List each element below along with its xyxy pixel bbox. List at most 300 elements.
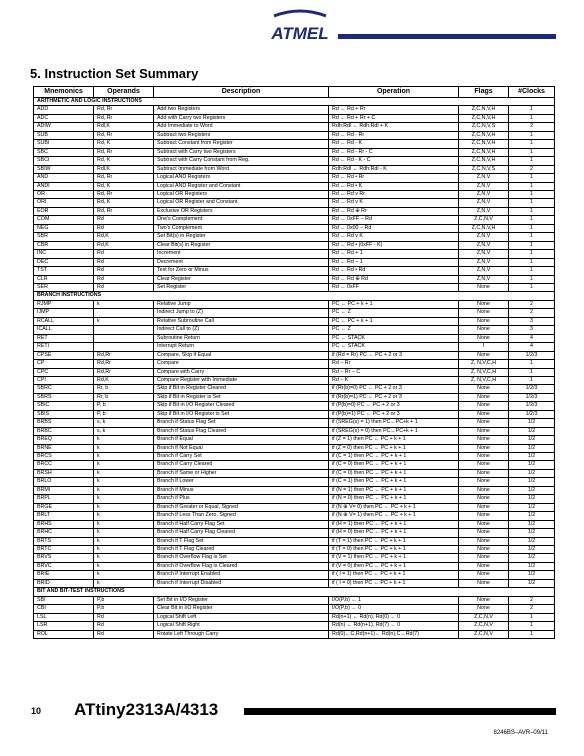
operands-cell: k [94, 571, 154, 579]
operands-cell: Rd [94, 283, 154, 291]
operation-cell: Rd(n+1) ← Rd(n), Rd(0) ← 0 [329, 613, 459, 621]
operands-cell: k [94, 300, 154, 308]
table-row [34, 157, 555, 165]
clocks-cell: 1 [509, 258, 555, 266]
clocks-cell: 1/2 [509, 427, 555, 435]
operands-cell [94, 334, 154, 342]
table-row [34, 444, 555, 452]
table-row [34, 410, 555, 418]
description-cell: Compare Register with Immediate [154, 376, 329, 384]
description-cell: Clear Bit in I/O Register [154, 605, 329, 613]
table-row [34, 182, 555, 190]
mnemonic-cell: SBIS [34, 410, 94, 418]
table-row [34, 326, 555, 334]
flags-cell: Z,C,N,V,H [459, 106, 509, 114]
clocks-cell: 1 [509, 190, 555, 198]
operation-cell: Rd ← Rd • (0xFF - K) [329, 241, 459, 249]
description-cell: Branch if Half Carry Flag Set [154, 520, 329, 528]
operands-cell: Rd, Rr [94, 114, 154, 122]
flags-cell: Z,C,N,V [459, 630, 509, 638]
clocks-cell: 1/2 [509, 436, 555, 444]
clocks-cell: 1/2/3 [509, 351, 555, 359]
operands-cell: Rd [94, 622, 154, 630]
mnemonic-cell: SBIC [34, 402, 94, 410]
flags-cell: Z,C,N,V,H [459, 157, 509, 165]
operation-cell: Rd(0)←C,Rd(n+1)← Rd(n),C←Rd(7) [329, 630, 459, 638]
table-row [34, 503, 555, 511]
mnemonic-cell: BRHS [34, 520, 94, 528]
description-cell: Branch if Plus [154, 495, 329, 503]
operation-cell: PC ← Z [329, 326, 459, 334]
clocks-cell: 1/2 [509, 478, 555, 486]
operands-cell: s, k [94, 427, 154, 435]
operation-cell: PC ← Z [329, 309, 459, 317]
mnemonic-cell: AND [34, 174, 94, 182]
flags-cell: Z,N,V [459, 267, 509, 275]
description-cell: Interrupt Return [154, 343, 329, 351]
flags-cell: None [459, 385, 509, 393]
description-cell: Branch if Overflow Flag is Cleared [154, 562, 329, 570]
operation-cell: if (C = 0) then PC ← PC + k + 1 [329, 469, 459, 477]
flags-cell: None [459, 309, 509, 317]
mnemonic-cell: ORI [34, 199, 94, 207]
operation-cell: PC ← STACK [329, 343, 459, 351]
clocks-cell: 1 [509, 622, 555, 630]
description-cell: Subtract with Carry two Registers [154, 148, 329, 156]
description-cell: Branch if T Flag Cleared [154, 546, 329, 554]
table-row [34, 554, 555, 562]
operands-cell: Rd [94, 267, 154, 275]
operands-cell: Rd [94, 613, 154, 621]
flags-cell: None [459, 579, 509, 587]
operands-cell: k [94, 546, 154, 554]
clocks-cell: 1 [509, 216, 555, 224]
operands-cell: Rd [94, 224, 154, 232]
description-cell: Branch if Status Flag Set [154, 419, 329, 427]
flags-cell: None [459, 520, 509, 528]
mnemonic-cell: SER [34, 283, 94, 291]
mnemonic-cell: ICALL [34, 326, 94, 334]
operands-cell: k [94, 554, 154, 562]
table-row [34, 216, 555, 224]
clocks-cell: 1/2 [509, 579, 555, 587]
flags-cell: None [459, 410, 509, 418]
flags-cell: None [459, 596, 509, 604]
table-row [34, 233, 555, 241]
operation-cell: if (Z = 0) then PC ← PC + k + 1 [329, 444, 459, 452]
operation-cell: Rd ← Rd v K [329, 199, 459, 207]
flags-cell: I [459, 343, 509, 351]
operation-cell: Rd ← Rd - Rr [329, 131, 459, 139]
mnemonic-cell: BRIE [34, 571, 94, 579]
flags-cell: None [459, 486, 509, 494]
description-cell: Add two Registers [154, 106, 329, 114]
mnemonic-cell: EOR [34, 207, 94, 215]
mnemonic-cell: BRHC [34, 529, 94, 537]
clocks-cell: 4 [509, 343, 555, 351]
flags-cell: Z,N,V [459, 207, 509, 215]
clocks-cell: 2 [509, 300, 555, 308]
operands-cell: Rr, b [94, 385, 154, 393]
description-cell: Subtract two Registers [154, 131, 329, 139]
flags-cell: Z,C,N,V,H [459, 114, 509, 122]
table-header-row [34, 87, 555, 98]
description-cell: Branch if Carry Cleared [154, 461, 329, 469]
table-row [34, 529, 555, 537]
table-row [34, 605, 555, 613]
clocks-cell: 2 [509, 165, 555, 173]
flags-cell: Z, N,V,C,H [459, 368, 509, 376]
description-cell: Branch if Lower [154, 478, 329, 486]
description-cell: Branch if Interrupt Disabled [154, 579, 329, 587]
mnemonic-cell: NEG [34, 224, 94, 232]
table-row [34, 174, 555, 182]
operation-cell: if (V = 0) then PC ← PC + k + 1 [329, 562, 459, 570]
clocks-cell: 1/2/3 [509, 385, 555, 393]
operation-cell: if ( I = 0) then PC ← PC + k + 1 [329, 579, 459, 587]
description-cell: Subtract Immediate from Word [154, 165, 329, 173]
operation-cell: if (N ⊕ V= 0) then PC ← PC + k + 1 [329, 503, 459, 511]
clocks-cell: 2 [509, 123, 555, 131]
clocks-cell: 1 [509, 275, 555, 283]
operation-cell: if ( I = 1) then PC ← PC + k + 1 [329, 571, 459, 579]
clocks-cell: 1 [509, 241, 555, 249]
operation-cell: if (N = 1) then PC ← PC + k + 1 [329, 486, 459, 494]
flags-cell: Z,C,N,V,H [459, 140, 509, 148]
operation-cell: Rdh:Rdl ← Rdh:Rdl + K [329, 123, 459, 131]
clocks-cell: 1/2 [509, 495, 555, 503]
mnemonic-cell: BRSH [34, 469, 94, 477]
flags-cell: Z,N,V [459, 199, 509, 207]
flags-cell: Z,N,V [459, 182, 509, 190]
mnemonic-cell: CPI [34, 376, 94, 384]
mnemonic-cell: CPC [34, 368, 94, 376]
clocks-cell: 1/2 [509, 520, 555, 528]
mnemonic-cell: ADD [34, 106, 94, 114]
clocks-cell: 1/2 [509, 469, 555, 477]
header-operation: Operation [329, 87, 459, 98]
header-flags: Flags [459, 87, 509, 98]
description-cell: Decrement [154, 258, 329, 266]
operation-cell: Rd ← Rd - K - C [329, 157, 459, 165]
table-row [34, 596, 555, 604]
operation-cell: Rd ← Rd + Rr + C [329, 114, 459, 122]
operation-cell: Rd ← Rd + Rr [329, 106, 459, 114]
description-cell: Set Bit(s) in Register [154, 233, 329, 241]
clocks-cell: 1/2 [509, 453, 555, 461]
description-cell: Branch if Not Equal [154, 444, 329, 452]
clocks-cell: 1/2/3 [509, 402, 555, 410]
description-cell: Two's Complement [154, 224, 329, 232]
clocks-cell: 1 [509, 368, 555, 376]
page-number: 10 [31, 706, 42, 716]
mnemonic-cell: BRLO [34, 478, 94, 486]
operation-cell: Rd ← Rd • Rr [329, 174, 459, 182]
document-reference: 8246BS–AVR–09/11 [493, 730, 548, 736]
mnemonic-cell: SBI [34, 596, 94, 604]
flags-cell: Z,C,N,V,H [459, 131, 509, 139]
mnemonic-cell: DEC [34, 258, 94, 266]
operands-cell: Rd,K [94, 233, 154, 241]
clocks-cell: 1/2 [509, 503, 555, 511]
description-cell: Set Bit in I/O Register [154, 596, 329, 604]
clocks-cell: 1 [509, 224, 555, 232]
flags-cell: None [459, 436, 509, 444]
mnemonic-cell: BRBC [34, 427, 94, 435]
group-header-row [34, 588, 555, 596]
operands-cell: Rd [94, 216, 154, 224]
clocks-cell: 1/2 [509, 444, 555, 452]
clocks-cell: 3 [509, 326, 555, 334]
operation-cell: if (N ⊕ V= 1) then PC ← PC + k + 1 [329, 512, 459, 520]
description-cell: Skip if Bit in Register Cleared [154, 385, 329, 393]
operands-cell: k [94, 436, 154, 444]
operands-cell: Rd, Rr [94, 190, 154, 198]
description-cell: Compare, Skip if Equal [154, 351, 329, 359]
operands-cell: P,b [94, 596, 154, 604]
description-cell: Skip if Bit in Register is Set [154, 393, 329, 401]
description-cell: Test for Zero or Minus [154, 267, 329, 275]
description-cell: Branch if Carry Set [154, 453, 329, 461]
table-row [34, 343, 555, 351]
header-rule [338, 34, 556, 39]
flags-cell: Z,N,V [459, 174, 509, 182]
clocks-cell: 1/2 [509, 486, 555, 494]
clocks-cell: 1/2 [509, 571, 555, 579]
flags-cell: None [459, 605, 509, 613]
mnemonic-cell: RJMP [34, 300, 94, 308]
operation-cell: Rd ← Rd - K [329, 140, 459, 148]
table-row [34, 630, 555, 638]
flags-cell: Z,C,N,V [459, 216, 509, 224]
description-cell: Compare [154, 360, 329, 368]
flags-cell: Z, N,V,C,H [459, 360, 509, 368]
operands-cell: k [94, 444, 154, 452]
description-cell: Branch if Less Than Zero, Signed [154, 512, 329, 520]
clocks-cell: 1 [509, 207, 555, 215]
flags-cell: None [459, 554, 509, 562]
mnemonic-cell: IJMP [34, 309, 94, 317]
table-row [34, 376, 555, 384]
operands-cell: Rd, Rr [94, 207, 154, 215]
mnemonic-cell: BRVS [34, 554, 94, 562]
clocks-cell: 1/2 [509, 562, 555, 570]
table-row [34, 275, 555, 283]
flags-cell: Z,C,N,V [459, 622, 509, 630]
description-cell: Exclusive OR Registers [154, 207, 329, 215]
table-row [34, 402, 555, 410]
operation-cell: Rd ← Rd + 1 [329, 250, 459, 258]
operation-cell: Rd ← Rd v K [329, 233, 459, 241]
operation-cell: I/O(P,b) ← 1 [329, 596, 459, 604]
operation-cell: if (Rr(b)=0) PC ← PC + 2 or 3 [329, 385, 459, 393]
operands-cell: Rd,Rr [94, 368, 154, 376]
table-row [34, 317, 555, 325]
mnemonic-cell: SBIW [34, 165, 94, 173]
clocks-cell: 1/2/3 [509, 410, 555, 418]
operands-cell: Rd [94, 250, 154, 258]
operands-cell: Rdl,K [94, 165, 154, 173]
header-mnemonics: Mnemonics [34, 87, 94, 98]
flags-cell: None [459, 317, 509, 325]
table-row [34, 267, 555, 275]
group-header-row [34, 98, 555, 106]
description-cell: Set Register [154, 283, 329, 291]
mnemonic-cell: SUB [34, 131, 94, 139]
flags-cell: Z,C,N,V [459, 613, 509, 621]
clocks-cell: 1/2 [509, 461, 555, 469]
description-cell: Branch if Equal [154, 436, 329, 444]
operation-cell: Rd − Rr [329, 360, 459, 368]
operands-cell: k [94, 461, 154, 469]
flags-cell: Z,N,V [459, 241, 509, 249]
flags-cell: None [459, 283, 509, 291]
clocks-cell: 1/2 [509, 554, 555, 562]
table-row [34, 613, 555, 621]
description-cell: Add Immediate to Word [154, 123, 329, 131]
operation-cell: Rd ← 0x00 − Rd [329, 224, 459, 232]
description-cell: Branch if Minus [154, 486, 329, 494]
clocks-cell: 1 [509, 148, 555, 156]
clocks-cell: 1/2 [509, 529, 555, 537]
table-row [34, 512, 555, 520]
table-row [34, 579, 555, 587]
flags-cell: None [459, 419, 509, 427]
operation-cell: Rd − Rr − C [329, 368, 459, 376]
description-cell: Branch if T Flag Set [154, 537, 329, 545]
table-row [34, 309, 555, 317]
flags-cell: None [459, 546, 509, 554]
mnemonic-cell: BRID [34, 579, 94, 587]
clocks-cell: 1 [509, 199, 555, 207]
operands-cell: Rd,Rr [94, 360, 154, 368]
table-row [34, 478, 555, 486]
table-row [34, 495, 555, 503]
mnemonic-cell: CP [34, 360, 94, 368]
flags-cell: None [459, 461, 509, 469]
operation-cell: if (SREG(s) = 0) then PC←PC+k + 1 [329, 427, 459, 435]
group-title: ARITHMETIC AND LOGIC INSTRUCTIONS [34, 98, 555, 106]
mnemonic-cell: CPSE [34, 351, 94, 359]
operands-cell: k [94, 317, 154, 325]
operands-cell: k [94, 478, 154, 486]
description-cell: One's Complement [154, 216, 329, 224]
table-row [34, 453, 555, 461]
flags-cell: None [459, 478, 509, 486]
operands-cell: k [94, 469, 154, 477]
description-cell: Indirect Call to (Z) [154, 326, 329, 334]
mnemonic-cell: BREQ [34, 436, 94, 444]
operation-cell: if (P(b)=1) PC ← PC + 2 or 3 [329, 410, 459, 418]
clocks-cell: 1/2 [509, 419, 555, 427]
table-row [34, 300, 555, 308]
clocks-cell: 1 [509, 140, 555, 148]
operation-cell: if (Rr(b)=1) PC ← PC + 2 or 3 [329, 393, 459, 401]
description-cell: Logical Shift Left [154, 613, 329, 621]
operands-cell: k [94, 579, 154, 587]
footer-bar [244, 708, 556, 715]
section-title: 5. Instruction Set Summary [30, 66, 199, 81]
description-cell: Relative Jump [154, 300, 329, 308]
table-row [34, 207, 555, 215]
table-row [34, 419, 555, 427]
operation-cell: if (C = 1) then PC ← PC + k + 1 [329, 478, 459, 486]
operation-cell: PC ← STACK [329, 334, 459, 342]
description-cell: Branch if Greater or Equal, Signed [154, 503, 329, 511]
clocks-cell: 1 [509, 157, 555, 165]
operands-cell: Rd, Rr [94, 174, 154, 182]
operation-cell: if (C = 0) then PC ← PC + k + 1 [329, 461, 459, 469]
operation-cell: Rd ← 0xFF − Rd [329, 216, 459, 224]
table-row [34, 360, 555, 368]
operands-cell: k [94, 520, 154, 528]
clocks-cell: 1/2 [509, 546, 555, 554]
flags-cell: Z,N,V [459, 250, 509, 258]
operands-cell: Rd, K [94, 182, 154, 190]
mnemonic-cell: BRNE [34, 444, 94, 452]
mnemonic-cell: LSR [34, 622, 94, 630]
table-row [34, 106, 555, 114]
operation-cell: Rd(n) ← Rd(n+1), Rd(7) ← 0 [329, 622, 459, 630]
operation-cell: if (P(b)=0) PC ← PC + 2 or 3 [329, 402, 459, 410]
mnemonic-cell: RCALL [34, 317, 94, 325]
header-operands: Operands [94, 87, 154, 98]
operands-cell: Rd,K [94, 241, 154, 249]
flags-cell: None [459, 469, 509, 477]
footer-title: ATtiny2313A/4313 [74, 700, 219, 719]
mnemonic-cell: SBR [34, 233, 94, 241]
operands-cell: k [94, 486, 154, 494]
mnemonic-cell: BRMI [34, 486, 94, 494]
clocks-cell: 1/2 [509, 512, 555, 520]
flags-cell: None [459, 326, 509, 334]
description-cell: Branch if Overflow Flag is Set [154, 554, 329, 562]
operation-cell: if (Z = 1) then PC ← PC + k + 1 [329, 436, 459, 444]
operation-cell: Rd ← Rd ⊕ Rd [329, 275, 459, 283]
mnemonic-cell: RETI [34, 343, 94, 351]
mnemonic-cell: BRLT [34, 512, 94, 520]
description-cell: Clear Register [154, 275, 329, 283]
mnemonic-cell: ROL [34, 630, 94, 638]
operation-cell: Rd ← 0xFF [329, 283, 459, 291]
operands-cell: k [94, 562, 154, 570]
description-cell: Skip if Bit in I/O Register is Set [154, 410, 329, 418]
description-cell: Logical Shift Right [154, 622, 329, 630]
table-row [34, 427, 555, 435]
flags-cell: None [459, 300, 509, 308]
group-title: BIT AND BIT-TEST INSTRUCTIONS [34, 588, 555, 596]
clocks-cell: 1 [509, 630, 555, 638]
operation-cell: I/O(P,b) ← 0 [329, 605, 459, 613]
table-row [34, 486, 555, 494]
operands-cell: P, b [94, 402, 154, 410]
flags-cell: None [459, 402, 509, 410]
flags-cell: Z,N,V [459, 258, 509, 266]
mnemonic-cell: BRTS [34, 537, 94, 545]
mnemonic-cell: CLR [34, 275, 94, 283]
description-cell: Indirect Jump to (Z) [154, 309, 329, 317]
operands-cell [94, 309, 154, 317]
table-row [34, 283, 555, 291]
operation-cell: Rdh:Rdl ← Rdh:Rdl - K [329, 165, 459, 173]
flags-cell: Z, N,V,C,H [459, 376, 509, 384]
description-cell: Logical AND Register and Constant [154, 182, 329, 190]
table-row [34, 334, 555, 342]
mnemonic-cell: SUBI [34, 140, 94, 148]
operands-cell [94, 326, 154, 334]
operands-cell: Rd, Rr [94, 106, 154, 114]
operands-cell: Rd, Rr [94, 131, 154, 139]
